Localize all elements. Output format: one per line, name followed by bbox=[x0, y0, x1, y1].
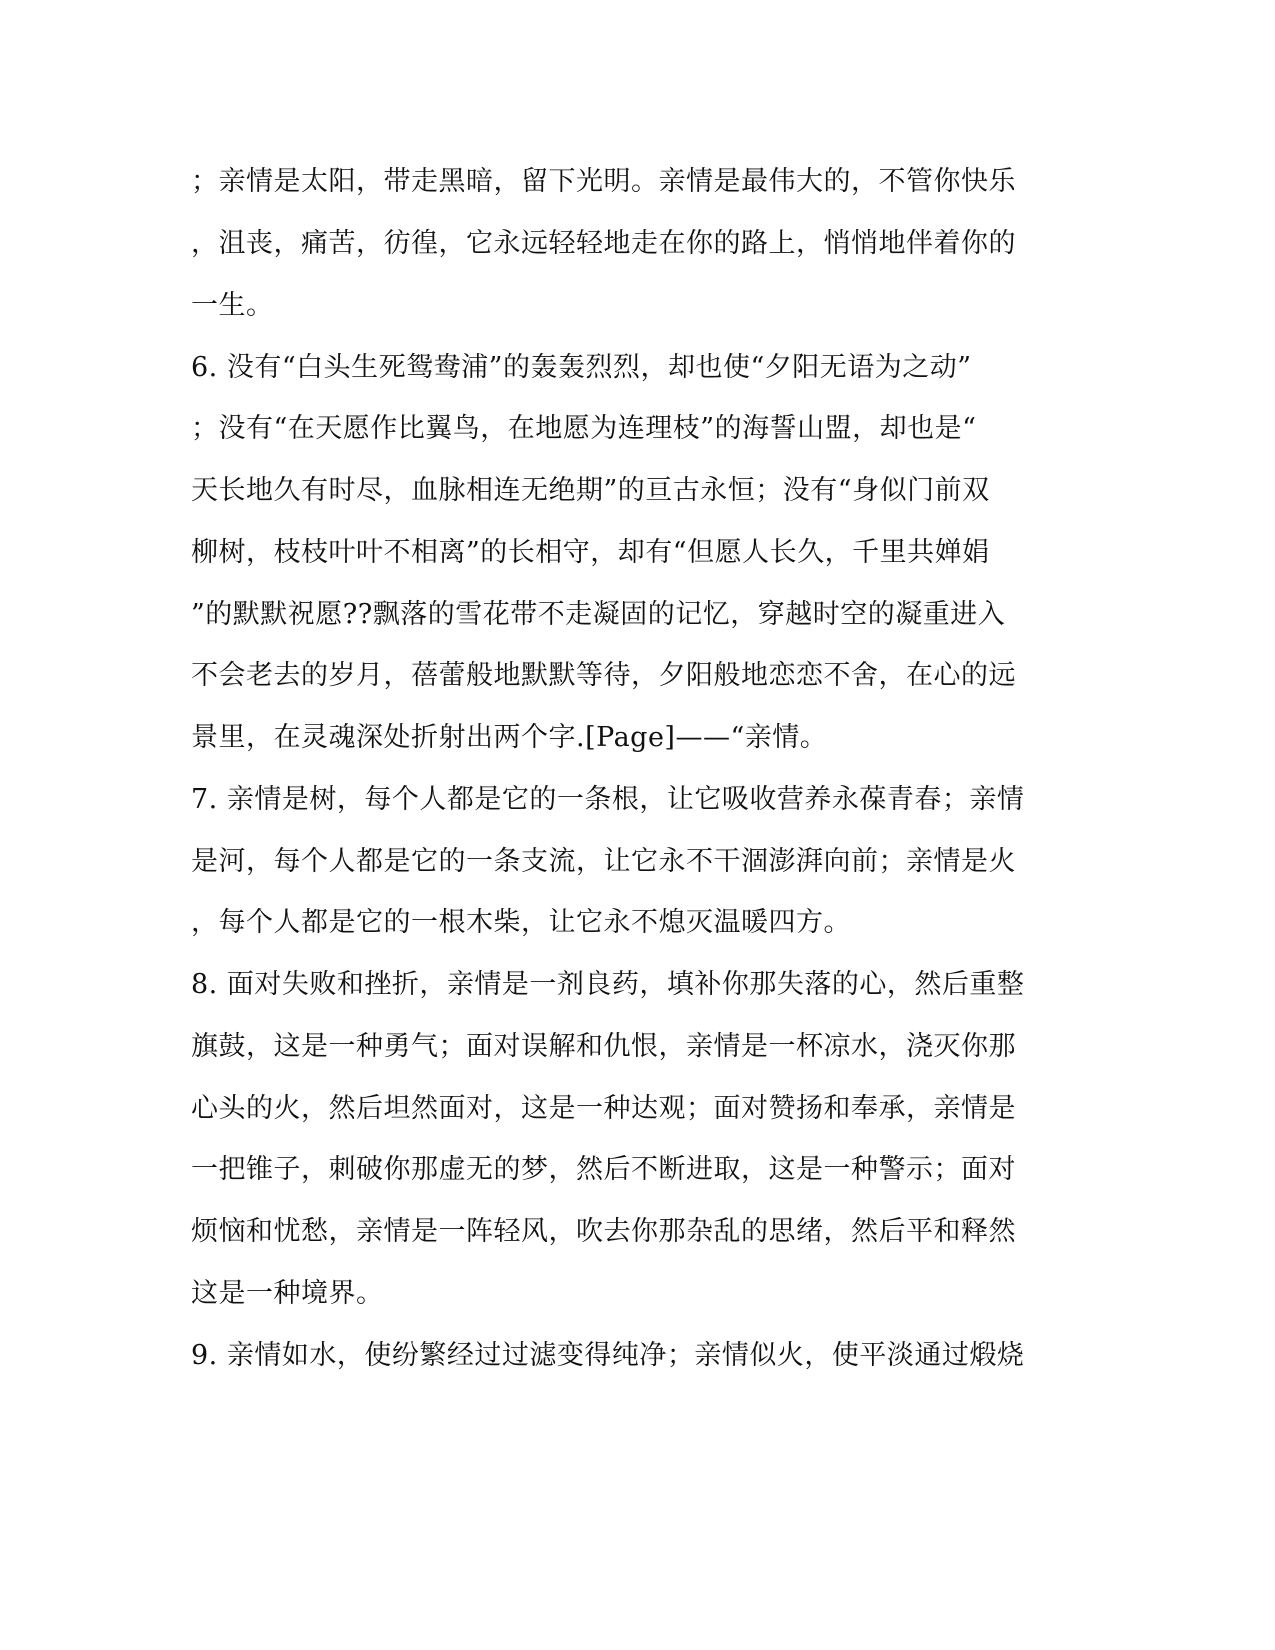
text-line: 不会老去的岁月，蓓蕾般地默默等待，夕阳般地恋恋不舍，在心的远 bbox=[191, 660, 1016, 691]
text-line: 烦恼和忧愁，亲情是一阵轻风，吹去你那杂乱的思绪，然后平和释然 bbox=[191, 1216, 1016, 1247]
text-line: 天长地久有时尽，血脉相连无绝期”的亘古永恒；没有“身似门前双 bbox=[191, 475, 990, 506]
text-line: 9. 亲情如水，使纷繁经过过滤变得纯净；亲情似火，使平淡通过煅烧 bbox=[191, 1340, 1025, 1371]
text-line: 这是一种境界。 bbox=[191, 1278, 384, 1309]
text-line: ；亲情是太阳，带走黑暗，留下光明。亲情是最伟大的，不管你快乐 bbox=[191, 166, 1016, 197]
text-line: 8. 面对失败和挫折，亲情是一剂良药，填补你那失落的心，然后重整 bbox=[191, 969, 1025, 1000]
text-line: 心头的火，然后坦然面对，这是一种达观；面对赞扬和奉承，亲情是 bbox=[191, 1093, 1016, 1124]
text-line: ”的默默祝愿??飘落的雪花带不走凝固的记忆，穿越时空的凝重进入 bbox=[191, 599, 1006, 630]
text-line: ，沮丧，痛苦，彷徨，它永远轻轻地走在你的路上，悄悄地伴着你的 bbox=[191, 228, 1016, 259]
text-line: 景里，在灵魂深处折射出两个字.[Page]——“亲情。 bbox=[191, 722, 828, 753]
text-line: ；没有“在天愿作比翼鸟，在地愿为连理枝”的海誓山盟，却也是“ bbox=[191, 413, 977, 444]
text-line: 7. 亲情是树，每个人都是它的一条根，让它吸收营养永葆青春；亲情 bbox=[191, 784, 1025, 815]
text-line: ，每个人都是它的一根木柴，让它永不熄灭温暖四方。 bbox=[191, 907, 851, 938]
text-line: 柳树，枝枝叶叶不相离”的长相守，却有“但愿人长久，千里共婵娟 bbox=[191, 537, 990, 568]
text-line: 是河，每个人都是它的一条支流，让它永不干涸澎湃向前；亲情是火 bbox=[191, 846, 1016, 877]
text-line: 一把锥子，刺破你那虚无的梦，然后不断进取，这是一种警示；面对 bbox=[191, 1154, 1016, 1185]
text-line: 6. 没有“白头生死鸳鸯浦”的轰轰烈烈，却也使“夕阳无语为之动” bbox=[191, 352, 972, 383]
text-line: 旗鼓，这是一种勇气；面对误解和仇恨，亲情是一杯凉水，浇灭你那 bbox=[191, 1031, 1016, 1062]
text-line: 一生。 bbox=[191, 290, 274, 321]
